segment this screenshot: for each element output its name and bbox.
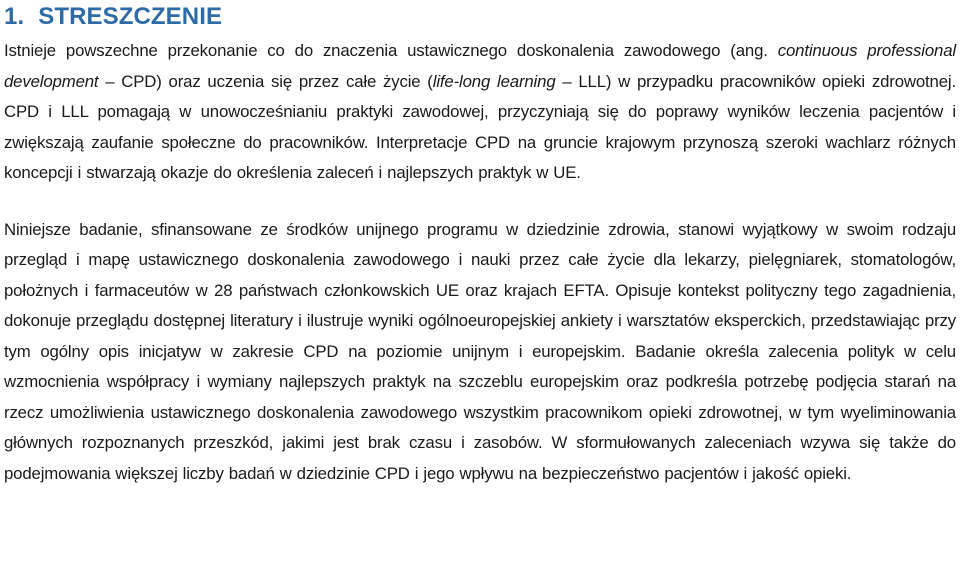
paragraph-1-text-b: – CPD) oraz uczenia się przez całe życie (	[98, 71, 433, 91]
paragraph-1-text-c: – LLL) w przypadku pracowników opieki zdrowotnej. CPD i LLL pomagają w unowocześnianiu praktyki zawodowej, przyczyniają się do poprawy wyników leczenia pacjentów i zwiększają zaufanie społeczne do pracowników. Interpretacje CPD na gruncie krajowym przynoszą szeroki wachlarz różnych koncepcji i stwarzają okazje do określenia zaleceń i najlepszych praktyk w UE.	[4, 71, 956, 182]
summary-paragraph-1	[4, 36, 956, 189]
section-title: STRESZCZENIE	[38, 3, 223, 30]
paragraph-1-text-a: Istnieje powszechne przekonanie co do znaczenia ustawicznego doskonalenia zawodowego (ang.	[4, 41, 778, 60]
summary-paragraph-2: Niniejsze badanie, sfinansowane ze środków unijnego programu w dziedzinie zdrowia, stanowi wyjątkowy w swoim rodzaju przegląd i mapę ustawicznego doskonalenia zawodowego i nauki przez całe życie dla lekarzy, pielęgniarek, stomatologów, położnych i farmaceutów w 28 państwach członkowskich UE oraz krajach EFTA. Opisuje kontekst polityczny tego zagadnienia, dokonuje przeglądu dostępnej literatury i ilustruje wyniki ogólnoeuropejskiej ankiety i warsztatów eksperckich, przedstawiając przy tym ogólny opis inicjatyw w zakresie CPD na poziomie unijnym i europejskim. Badanie określa zalecenia polityk w celu wzmocnienia współpracy i wymiany najlepszych praktyk na szczeblu europejskim oraz podkreśla potrzebę podjęcia starań na rzecz umożliwienia ustawicznego doskonalenia zawodowego wszystkim pracownikom opieki zdrowotnej, w tym wyeliminowania głównych rozpoznanych przeszkód, jakimi jest brak czasu i zasobów. W sformułowanych zaleceniach wzywa się także do podejmowania większej liczby badań w dziedzinie CPD i jego wpływu na bezpieczeństwo pacjentów i jakość opieki.	[4, 219, 956, 483]
section-number: 1.	[4, 3, 25, 30]
document-page	[4, 0, 956, 489]
paragraph-1-term-lll: life-long learning	[432, 71, 556, 91]
paragraph-1-term-cpd: continuous professional development	[4, 41, 956, 91]
section-heading	[4, 0, 956, 32]
